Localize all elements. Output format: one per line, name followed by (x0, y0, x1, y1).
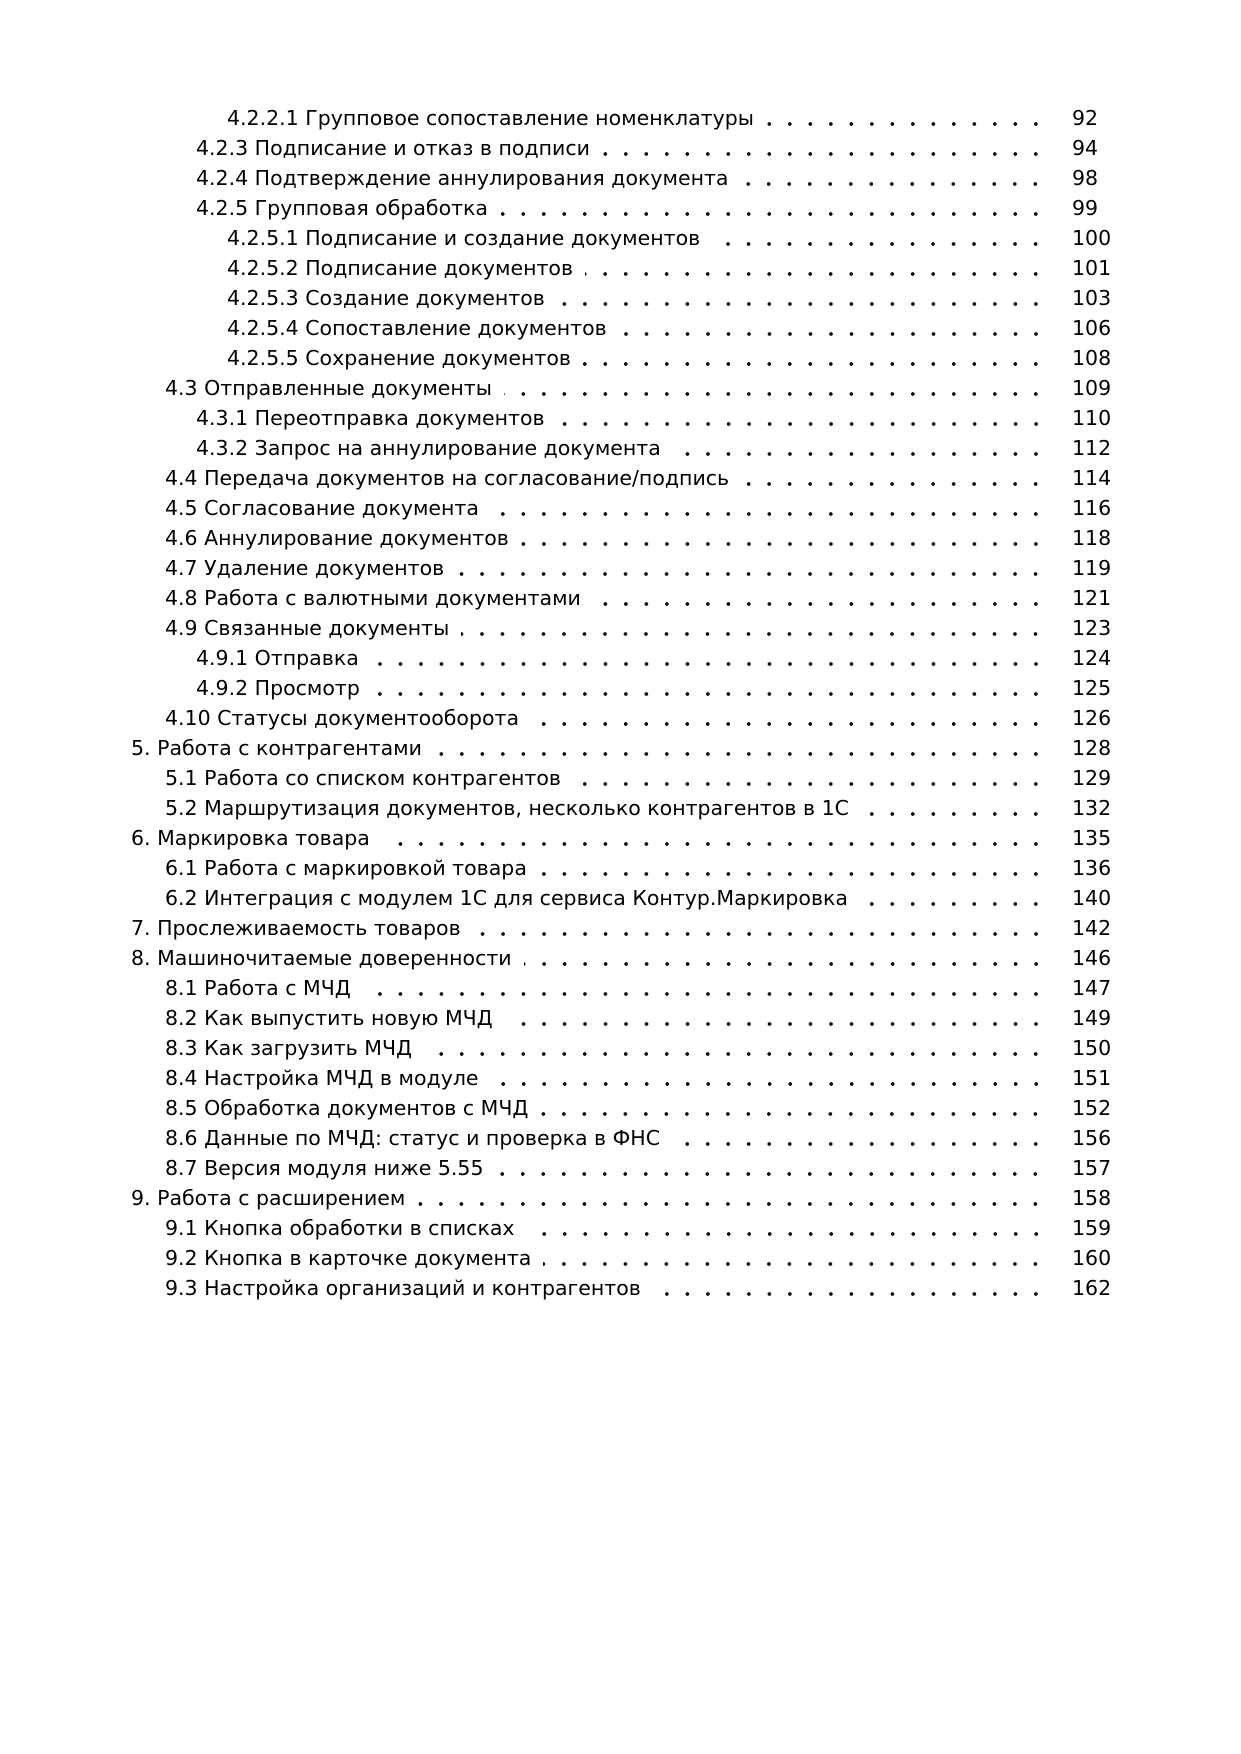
toc-entry[interactable] (131, 1213, 1120, 1243)
toc-entry-title: 9.3 Настройка организаций и контрагентов (165, 1276, 641, 1300)
toc-entry-title: 4.2.5.3 Создание документов (227, 286, 545, 310)
toc-entry[interactable] (131, 733, 1120, 763)
toc-leader-dots (527, 1213, 1046, 1243)
toc-leader-dots (539, 853, 1046, 883)
toc-entry-page: 136 (1072, 856, 1112, 880)
toc-entry[interactable] (131, 1183, 1120, 1213)
toc-entry-title: 8.4 Настройка МЧД в модуле (165, 1066, 479, 1090)
toc-entry-page: 152 (1072, 1096, 1112, 1120)
toc-entry-title: 4.2.5.5 Сохранение документов (227, 346, 571, 370)
toc-entry[interactable] (131, 283, 1120, 313)
toc-leader-dots (543, 1243, 1046, 1273)
toc-entry-page: 108 (1072, 346, 1112, 370)
toc-entry-title: 4.3.1 Переотправка документов (196, 406, 545, 430)
toc-entry-title: 4.9.1 Отправка (196, 646, 359, 670)
toc-entry-page: 135 (1072, 826, 1112, 850)
toc-entry[interactable] (131, 103, 1120, 133)
toc-leader-dots (424, 1033, 1046, 1063)
toc-entry-page: 151 (1072, 1066, 1112, 1090)
toc-entry-title: 8.6 Данные по МЧД: статус и проверка в ФНС (165, 1126, 661, 1150)
toc-entry-title: 7. Прослеживаемость товаров (131, 916, 461, 940)
toc-leader-dots (461, 613, 1046, 643)
toc-entry-title: 6. Маркировка товара (131, 826, 370, 850)
toc-leader-dots (585, 253, 1046, 283)
toc-entry-title: 6.2 Интеграция с модулем 1С для сервиса Контур.Маркировка (165, 886, 848, 910)
toc-entry[interactable] (131, 163, 1120, 193)
toc-entry[interactable] (131, 343, 1120, 373)
toc-entry[interactable] (131, 193, 1120, 223)
toc-entry[interactable] (131, 1093, 1120, 1123)
toc-entry-page: 112 (1072, 436, 1112, 460)
toc-leader-dots (491, 493, 1046, 523)
toc-entry-page: 103 (1072, 286, 1112, 310)
toc-leader-dots (456, 553, 1046, 583)
toc-entry-page: 147 (1072, 976, 1112, 1000)
toc-entry-title: 4.9 Связанные документы (165, 616, 450, 640)
toc-entry-page: 158 (1072, 1186, 1112, 1210)
toc-entry-title: 4.10 Статусы документооборота (165, 706, 520, 730)
toc-entry-title: 5.1 Работа со списком контрагентов (165, 766, 561, 790)
toc-leader-dots (521, 523, 1046, 553)
toc-entry[interactable] (131, 1153, 1120, 1183)
toc-entry[interactable] (131, 913, 1120, 943)
toc-leader-dots (583, 343, 1046, 373)
toc-entry[interactable] (131, 1243, 1120, 1273)
toc-entry-page: 142 (1072, 916, 1112, 940)
toc-leader-dots (573, 763, 1046, 793)
toc-leader-dots (672, 1123, 1046, 1153)
toc-leader-dots (602, 133, 1046, 163)
toc-entry[interactable] (131, 1033, 1120, 1063)
toc-leader-dots (417, 1183, 1046, 1213)
toc-entry-title: 4.4 Передача документов на согласование/подпись (165, 466, 730, 490)
toc-entry[interactable] (131, 433, 1120, 463)
toc-entry-page: 129 (1072, 766, 1112, 790)
toc-leader-dots (500, 193, 1046, 223)
toc-entry[interactable] (131, 1123, 1120, 1153)
toc-entry-page: 110 (1072, 406, 1112, 430)
toc-entry-title: 8.1 Работа с МЧД (165, 976, 351, 1000)
toc-leader-dots (524, 943, 1046, 973)
toc-leader-dots (504, 373, 1046, 403)
toc-entry[interactable] (131, 613, 1120, 643)
toc-entry-title: 4.9.2 Просмотр (196, 676, 360, 700)
toc-entry-page: 140 (1072, 886, 1112, 910)
toc-entry-page: 116 (1072, 496, 1112, 520)
toc-leader-dots (434, 733, 1046, 763)
toc-entry-title: 6.1 Работа с маркировкой товара (165, 856, 527, 880)
toc-entry[interactable] (131, 223, 1120, 253)
toc-entry[interactable] (131, 883, 1120, 913)
toc-leader-dots (740, 163, 1046, 193)
toc-leader-dots (372, 673, 1046, 703)
toc-leader-dots (557, 403, 1046, 433)
toc-entry-title: 4.2.3 Подписание и отказ в подписи (196, 136, 590, 160)
toc-entry-page: 125 (1072, 676, 1112, 700)
toc-entry[interactable] (131, 133, 1120, 163)
toc-entry-page: 118 (1072, 526, 1112, 550)
toc-leader-dots (495, 1153, 1046, 1183)
toc-entry[interactable] (131, 583, 1120, 613)
toc-entry-title: 4.2.5.2 Подписание документов (227, 256, 574, 280)
toc-entry-page: 121 (1072, 586, 1112, 610)
toc-entry-page: 132 (1072, 796, 1112, 820)
toc-entry[interactable] (131, 793, 1120, 823)
toc-entry-page: 162 (1072, 1276, 1112, 1300)
toc-entry[interactable] (131, 553, 1120, 583)
toc-entry-page: 150 (1072, 1036, 1112, 1060)
toc-entry-page: 159 (1072, 1216, 1112, 1240)
toc-entry-title: 8.2 Как выпустить новую МЧД (165, 1006, 493, 1030)
toc-list (131, 103, 1120, 1303)
toc-leader-dots (619, 313, 1046, 343)
toc-leader-dots (653, 1273, 1046, 1303)
toc-leader-dots (363, 973, 1046, 1003)
toc-leader-dots (593, 583, 1046, 613)
toc-entry-page: 126 (1072, 706, 1112, 730)
toc-entry-title: 4.5 Согласование документа (165, 496, 479, 520)
toc-entry[interactable] (131, 853, 1120, 883)
toc-entry-title: 5. Работа с контрагентами (131, 736, 422, 760)
toc-entry-page: 119 (1072, 556, 1112, 580)
toc-leader-dots (712, 223, 1046, 253)
toc-entry-title: 4.2.5.1 Подписание и создание документов (227, 226, 701, 250)
toc-entry[interactable] (131, 1063, 1120, 1093)
toc-entry[interactable] (131, 253, 1120, 283)
toc-entry-page: 99 (1072, 196, 1099, 220)
toc-entry-page: 101 (1072, 256, 1112, 280)
toc-entry-title: 4.2.5.4 Сопоставление документов (227, 316, 607, 340)
toc-leader-dots (382, 823, 1046, 853)
toc-entry-title: 4.7 Удаление документов (165, 556, 445, 580)
toc-entry[interactable] (131, 943, 1120, 973)
toc-entry-page: 98 (1072, 166, 1099, 190)
toc-entry-title: 9. Работа с расширением (131, 1186, 406, 1210)
toc-entry-page: 160 (1072, 1246, 1112, 1270)
toc-entry-title: 4.3.2 Запрос на аннулирование документа (196, 436, 661, 460)
toc-entry-page: 156 (1072, 1126, 1112, 1150)
toc-entry[interactable] (131, 1003, 1120, 1033)
toc-leader-dots (505, 1003, 1046, 1033)
toc-leader-dots (766, 103, 1046, 133)
toc-entry-page: 157 (1072, 1156, 1112, 1180)
toc-entry-title: 4.2.2.1 Групповое сопоставление номенклатуры (227, 106, 754, 130)
toc-entry[interactable] (131, 1273, 1120, 1303)
toc-entry-title: 4.2.4 Подтверждение аннулирования документа (196, 166, 729, 190)
toc-entry-page: 106 (1072, 316, 1112, 340)
toc-leader-dots (540, 1093, 1046, 1123)
toc-entry-title: 5.2 Маршрутизация документов, несколько контрагентов в 1С (165, 796, 849, 820)
toc-entry[interactable] (131, 493, 1120, 523)
toc-entry-title: 8.7 Версия модуля ниже 5.55 (165, 1156, 484, 1180)
toc-entry[interactable] (131, 703, 1120, 733)
toc-entry-title: 9.2 Кнопка в карточке документа (165, 1246, 532, 1270)
toc-leader-dots (491, 1063, 1046, 1093)
toc-entry-page: 124 (1072, 646, 1112, 670)
toc-entry[interactable] (131, 643, 1120, 673)
toc-leader-dots (673, 433, 1046, 463)
toc-entry-title: 4.6 Аннулирование документов (165, 526, 509, 550)
toc-entry-page: 146 (1072, 946, 1112, 970)
toc-entry-page: 94 (1072, 136, 1099, 160)
toc-entry[interactable] (131, 403, 1120, 433)
toc-entry[interactable] (131, 523, 1120, 553)
toc-entry[interactable] (131, 463, 1120, 493)
toc-entry-title: 8.5 Обработка документов с МЧД (165, 1096, 529, 1120)
toc-entry-page: 128 (1072, 736, 1112, 760)
toc-entry-page: 109 (1072, 376, 1112, 400)
toc-leader-dots (557, 283, 1046, 313)
toc-entry-title: 8.3 Как загрузить МЧД (165, 1036, 413, 1060)
toc-entry-page: 149 (1072, 1006, 1112, 1030)
toc-entry-title: 8. Машиночитаемые доверенности (131, 946, 512, 970)
toc-entry[interactable] (131, 973, 1120, 1003)
toc-leader-dots (473, 913, 1046, 943)
toc-entry-title: 9.1 Кнопка обработки в списках (165, 1216, 515, 1240)
toc-leader-dots (531, 703, 1046, 733)
toc-leader-dots (741, 463, 1046, 493)
toc-entry-page: 114 (1072, 466, 1112, 490)
toc-entry-page: 92 (1072, 106, 1099, 130)
toc-entry[interactable] (131, 823, 1120, 853)
toc-leader-dots (861, 793, 1046, 823)
toc-entry[interactable] (131, 673, 1120, 703)
toc-entry-page: 123 (1072, 616, 1112, 640)
toc-leader-dots (860, 883, 1046, 913)
toc-entry-title: 4.2.5 Групповая обработка (196, 196, 488, 220)
toc-entry[interactable] (131, 313, 1120, 343)
toc-entry-title: 4.3 Отправленные документы (165, 376, 492, 400)
toc-leader-dots (371, 643, 1046, 673)
toc-entry[interactable] (131, 763, 1120, 793)
toc-entry-page: 100 (1072, 226, 1112, 250)
toc-entry[interactable] (131, 373, 1120, 403)
toc-entry-title: 4.8 Работа с валютными документами (165, 586, 581, 610)
